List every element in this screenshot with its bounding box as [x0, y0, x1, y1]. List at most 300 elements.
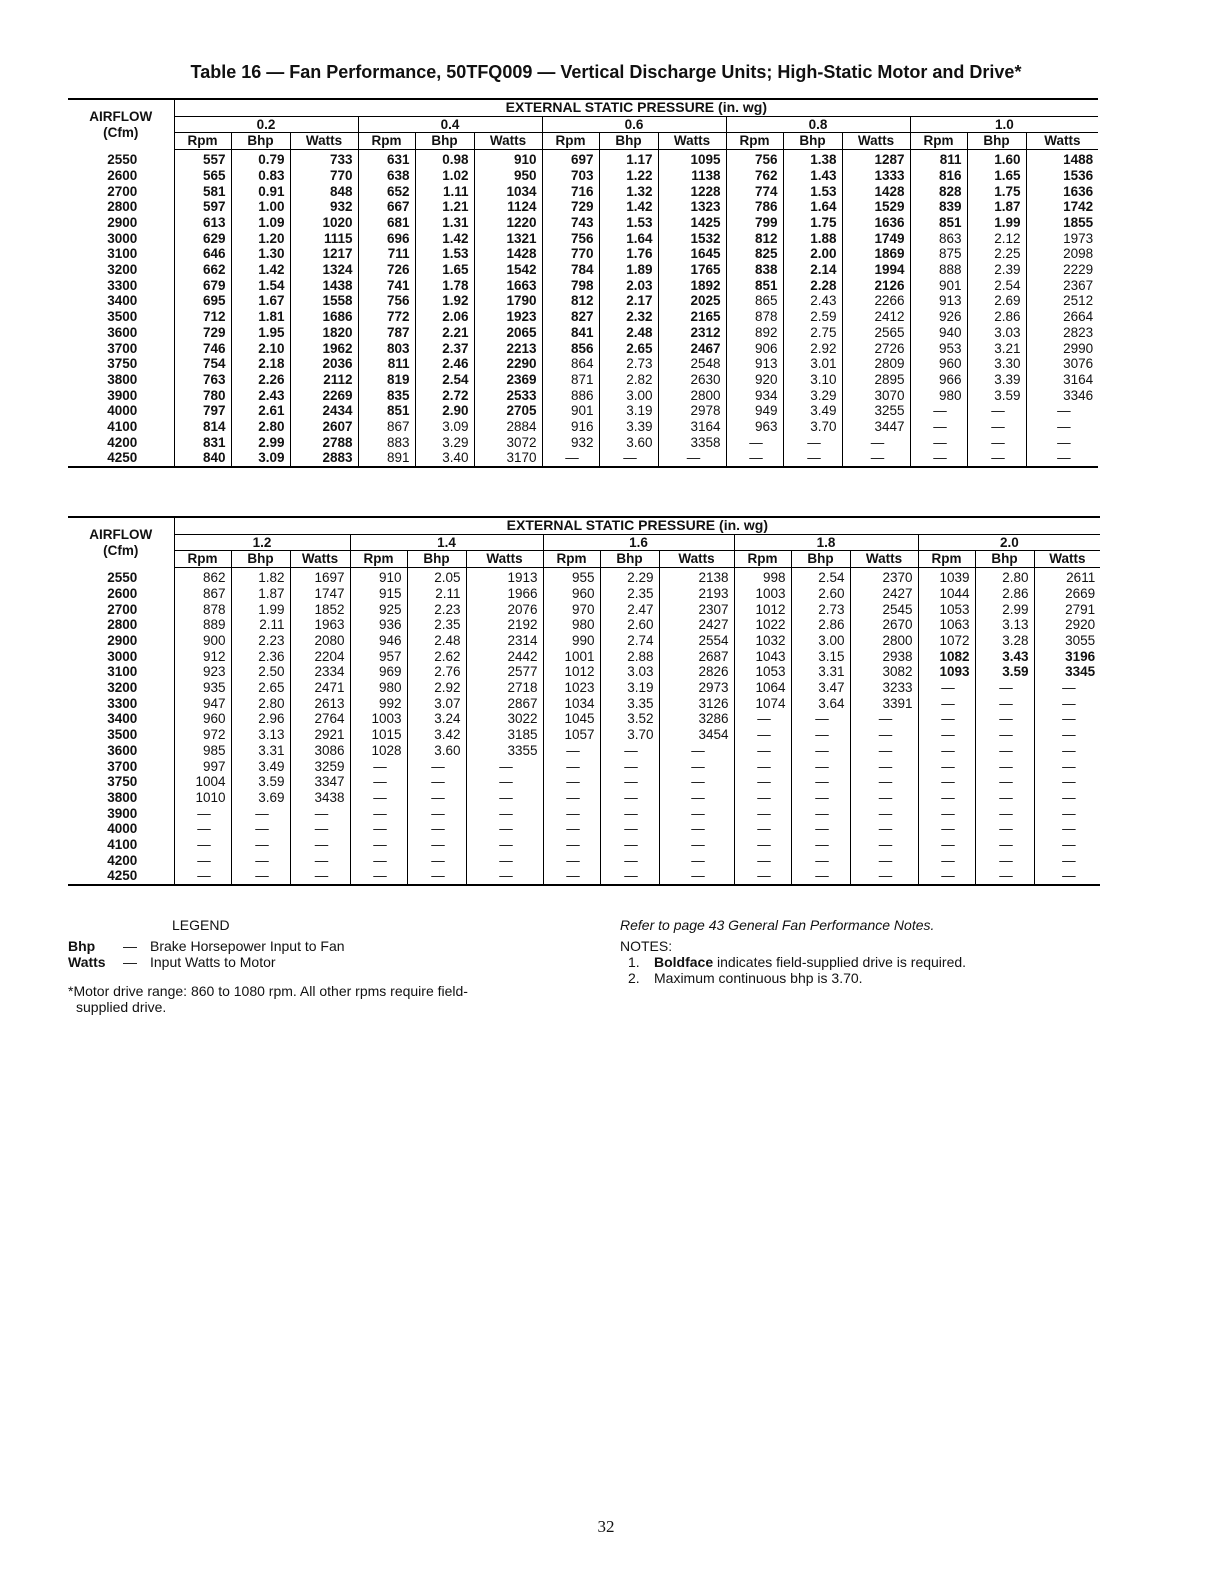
data-cell: 3.07 [407, 696, 466, 712]
data-cell: 2036 [290, 356, 358, 372]
empty-cell: — [791, 806, 850, 822]
data-cell: 1.43 [783, 168, 842, 184]
empty-cell: — [850, 853, 918, 869]
empty-cell: — [850, 821, 918, 837]
airflow-cell: 3000 [107, 648, 138, 664]
pressure-value: 0.6 [542, 116, 726, 133]
data-cell: 1425 [658, 215, 726, 231]
empty-cell: — [542, 450, 599, 467]
data-cell: 1003 [734, 586, 791, 602]
empty-cell: — [791, 837, 850, 853]
empty-cell: — [791, 821, 850, 837]
data-cell: 3.59 [967, 388, 1026, 404]
column-label: Bhp [600, 551, 659, 568]
airflow-cell: 3800 [107, 789, 138, 805]
airflow-cell: 3750 [107, 356, 138, 372]
data-cell: 2788 [290, 435, 358, 451]
airflow-cell: 2600 [107, 585, 138, 601]
empty-cell: — [466, 806, 543, 822]
data-cell: 2.28 [783, 278, 842, 294]
data-cell: 3082 [850, 664, 918, 680]
data-cell: 557 [174, 150, 231, 168]
table-row [68, 293, 1098, 309]
data-cell: 2.60 [600, 617, 659, 633]
data-cell: 2.03 [599, 278, 658, 294]
data-cell: 3.28 [975, 633, 1034, 649]
table-row [68, 837, 1100, 853]
data-cell: 966 [910, 372, 967, 388]
data-cell: 1.65 [415, 262, 474, 278]
table-row [68, 868, 1100, 885]
data-cell: 1892 [658, 278, 726, 294]
table-row [68, 435, 1098, 451]
data-cell: 1558 [290, 293, 358, 309]
data-cell: 3454 [659, 727, 734, 743]
table-row [68, 617, 1100, 633]
empty-cell: — [407, 790, 466, 806]
data-cell: 900 [174, 633, 231, 649]
data-cell: 3.52 [600, 711, 659, 727]
data-cell: 1.89 [599, 262, 658, 278]
empty-cell: — [910, 419, 967, 435]
data-cell: 2434 [290, 403, 358, 419]
data-cell: 1217 [290, 246, 358, 262]
empty-cell: — [734, 790, 791, 806]
data-cell: 1.60 [967, 150, 1026, 168]
data-cell: 963 [726, 419, 783, 435]
airflow-cell: 3300 [107, 277, 138, 293]
column-label-row [68, 551, 1100, 568]
data-cell: 3.31 [231, 743, 290, 759]
empty-cell: — [350, 806, 407, 822]
data-cell: 812 [542, 293, 599, 309]
data-cell: 1023 [543, 680, 600, 696]
empty-cell: — [350, 774, 407, 790]
data-cell: 2.10 [231, 341, 290, 357]
column-label-row [68, 133, 1098, 150]
airflow-cell: 4000 [107, 403, 138, 419]
data-cell: 1115 [290, 231, 358, 247]
empty-cell: — [910, 435, 967, 451]
empty-cell: — [290, 837, 350, 853]
data-cell: 3055 [1034, 633, 1100, 649]
airflow-cell: 2700 [107, 183, 138, 199]
data-cell: 756 [726, 150, 783, 168]
data-cell: 916 [542, 419, 599, 435]
empty-cell: — [967, 419, 1026, 435]
data-cell: 886 [542, 388, 599, 404]
data-cell: 652 [358, 184, 415, 200]
footnote-line: *Motor drive range: 860 to 1080 rpm. All other rpms require field- [68, 983, 468, 999]
notes-list [628, 954, 966, 986]
data-cell: 2370 [850, 568, 918, 586]
empty-cell: — [791, 774, 850, 790]
data-cell: 2.17 [599, 293, 658, 309]
data-cell: 662 [174, 262, 231, 278]
data-cell: 667 [358, 199, 415, 215]
table-row [68, 821, 1100, 837]
data-cell: 756 [542, 231, 599, 247]
pressure-value: 1.0 [910, 116, 1098, 133]
empty-cell: — [734, 774, 791, 790]
data-cell: 3.47 [791, 680, 850, 696]
empty-cell: — [543, 774, 600, 790]
table-row [68, 450, 1098, 467]
table-row [68, 341, 1098, 357]
airflow-cell: 3750 [107, 774, 138, 790]
column-label: Watts [474, 133, 542, 150]
empty-cell: — [659, 743, 734, 759]
pressure-value: 0.2 [174, 116, 358, 133]
empty-cell: — [734, 711, 791, 727]
airflow-label: AIRFLOW [89, 109, 153, 125]
data-cell: 2.11 [231, 617, 290, 633]
table-row [68, 184, 1098, 200]
data-cell: 2791 [1034, 602, 1100, 618]
empty-cell: — [1034, 727, 1100, 743]
data-cell: 840 [174, 450, 231, 467]
empty-cell: — [350, 821, 407, 837]
table-row [68, 325, 1098, 341]
data-cell: 863 [910, 231, 967, 247]
table-row [68, 806, 1100, 822]
empty-cell: — [350, 790, 407, 806]
data-cell: 851 [726, 278, 783, 294]
data-cell: 697 [542, 150, 599, 168]
airflow-unit: (Cfm) [103, 124, 139, 140]
data-cell: 3.00 [791, 633, 850, 649]
empty-cell: — [407, 759, 466, 775]
pressure-row [68, 116, 1098, 133]
data-cell: 825 [726, 246, 783, 262]
table-row [68, 759, 1100, 775]
data-cell: 2367 [1026, 278, 1098, 294]
empty-cell: — [918, 774, 975, 790]
data-cell: 2.36 [231, 649, 290, 665]
data-cell: 1138 [658, 168, 726, 184]
pressure-row [68, 534, 1100, 551]
data-cell: 2193 [659, 586, 734, 602]
empty-cell: — [791, 743, 850, 759]
table-row [68, 262, 1098, 278]
data-cell: 0.91 [231, 184, 290, 200]
table-row [68, 743, 1100, 759]
data-cell: 1034 [543, 696, 600, 712]
data-cell: 955 [543, 568, 600, 586]
motor-drive-footnote [68, 983, 548, 1015]
data-cell: 3438 [290, 790, 350, 806]
data-cell: 3233 [850, 680, 918, 696]
table-row [68, 727, 1100, 743]
data-cell: 2826 [659, 664, 734, 680]
table-row [68, 680, 1100, 696]
empty-cell: — [1034, 680, 1100, 696]
header-row [68, 517, 1100, 534]
empty-cell: — [543, 868, 600, 885]
empty-cell: — [975, 774, 1034, 790]
empty-cell: — [734, 727, 791, 743]
data-cell: 3.39 [967, 372, 1026, 388]
data-cell: 3126 [659, 696, 734, 712]
empty-cell: — [466, 790, 543, 806]
airflow-cell: 4000 [107, 821, 138, 837]
empty-cell: — [1034, 711, 1100, 727]
data-cell: 1790 [474, 293, 542, 309]
empty-cell: — [975, 853, 1034, 869]
empty-cell: — [850, 774, 918, 790]
data-cell: 2512 [1026, 293, 1098, 309]
data-cell: 934 [726, 388, 783, 404]
empty-cell: — [734, 853, 791, 869]
data-cell: 2687 [659, 649, 734, 665]
empty-cell: — [407, 868, 466, 885]
legend-item-bhp [68, 938, 345, 954]
legend-abbr: Watts [68, 954, 106, 970]
data-cell: 2607 [290, 419, 358, 435]
data-cell: 814 [174, 419, 231, 435]
empty-cell: — [791, 853, 850, 869]
data-cell: 695 [174, 293, 231, 309]
empty-cell: — [658, 450, 726, 467]
data-cell: 851 [358, 403, 415, 419]
data-cell: 2973 [659, 680, 734, 696]
empty-cell: — [600, 743, 659, 759]
data-cell: 756 [358, 293, 415, 309]
empty-cell: — [600, 790, 659, 806]
empty-cell: — [918, 696, 975, 712]
data-cell: 949 [726, 403, 783, 419]
data-cell: 1686 [290, 309, 358, 325]
data-cell: 581 [174, 184, 231, 200]
data-cell: 729 [542, 199, 599, 215]
data-cell: 2565 [842, 325, 910, 341]
column-label: Watts [290, 551, 350, 568]
table-row [68, 231, 1098, 247]
airflow-cell: 3300 [107, 695, 138, 711]
table-row [68, 790, 1100, 806]
empty-cell: — [734, 806, 791, 822]
data-cell: 875 [910, 246, 967, 262]
table-row [68, 649, 1100, 665]
empty-cell: — [734, 759, 791, 775]
data-cell: 1012 [734, 602, 791, 618]
data-cell: 889 [174, 617, 231, 633]
data-cell: 1742 [1026, 199, 1098, 215]
data-cell: 2.37 [415, 341, 474, 357]
data-cell: 729 [174, 325, 231, 341]
data-cell: 856 [542, 341, 599, 357]
table-row [68, 711, 1100, 727]
column-label: Bhp [415, 133, 474, 150]
header-row [68, 99, 1098, 116]
table-row [68, 246, 1098, 262]
data-cell: 3086 [290, 743, 350, 759]
empty-cell: — [407, 837, 466, 853]
data-cell: 2.12 [967, 231, 1026, 247]
data-cell: 1287 [842, 150, 910, 168]
data-cell: 2369 [474, 372, 542, 388]
data-cell: 1765 [658, 262, 726, 278]
data-cell: 2.80 [231, 419, 290, 435]
data-cell: 0.98 [415, 150, 474, 168]
data-cell: 2266 [842, 293, 910, 309]
data-cell: 712 [174, 309, 231, 325]
empty-cell: — [543, 806, 600, 822]
empty-cell: — [975, 680, 1034, 696]
table-row [68, 853, 1100, 869]
data-cell: 1.32 [599, 184, 658, 200]
empty-cell: — [975, 821, 1034, 837]
data-cell: 2613 [290, 696, 350, 712]
data-cell: 1994 [842, 262, 910, 278]
empty-cell: — [918, 680, 975, 696]
data-cell: 1966 [466, 586, 543, 602]
column-label: Watts [1034, 551, 1100, 568]
data-cell: 762 [726, 168, 783, 184]
empty-cell: — [407, 774, 466, 790]
column-label: Watts [290, 133, 358, 150]
data-cell: 3.35 [600, 696, 659, 712]
empty-cell: — [231, 853, 290, 869]
empty-cell: — [1034, 696, 1100, 712]
data-cell: 2.90 [415, 403, 474, 419]
empty-cell: — [918, 727, 975, 743]
data-cell: 960 [910, 356, 967, 372]
data-cell: 923 [174, 664, 231, 680]
data-cell: 828 [910, 184, 967, 200]
data-cell: 1072 [918, 633, 975, 649]
data-cell: 2065 [474, 325, 542, 341]
data-cell: 1.00 [231, 199, 290, 215]
fan-performance-table-low-pressure [68, 98, 1098, 468]
data-cell: 2471 [290, 680, 350, 696]
data-cell: 980 [910, 388, 967, 404]
data-cell: 2126 [842, 278, 910, 294]
data-cell: 3355 [466, 743, 543, 759]
legend-item-watts [68, 954, 345, 970]
data-cell: 891 [358, 450, 415, 467]
empty-cell: — [659, 853, 734, 869]
data-cell: 1.82 [231, 568, 290, 586]
data-cell: 2.86 [967, 309, 1026, 325]
data-cell: 787 [358, 325, 415, 341]
empty-cell: — [1034, 774, 1100, 790]
data-cell: 3.64 [791, 696, 850, 712]
data-cell: 772 [358, 309, 415, 325]
data-cell: 3.29 [415, 435, 474, 451]
empty-cell: — [600, 774, 659, 790]
data-cell: 2.18 [231, 356, 290, 372]
data-cell: 726 [358, 262, 415, 278]
data-cell: 2269 [290, 388, 358, 404]
data-cell: 1636 [842, 215, 910, 231]
data-cell: 947 [174, 696, 231, 712]
airflow-cell: 3700 [107, 340, 138, 356]
data-cell: 2809 [842, 356, 910, 372]
airflow-cell: 2800 [107, 617, 138, 633]
data-cell: 1.38 [783, 150, 842, 168]
empty-cell: — [918, 711, 975, 727]
empty-cell: — [734, 837, 791, 853]
table-row [68, 586, 1100, 602]
empty-cell: — [791, 759, 850, 775]
data-cell: 2.61 [231, 403, 290, 419]
data-cell: 3.40 [415, 450, 474, 467]
data-cell: 1043 [734, 649, 791, 665]
data-cell: 2978 [658, 403, 726, 419]
data-cell: 2669 [1034, 586, 1100, 602]
data-cell: 2213 [474, 341, 542, 357]
data-cell: 3.13 [231, 727, 290, 743]
empty-cell: — [174, 853, 231, 869]
data-cell: 2884 [474, 419, 542, 435]
empty-cell: — [734, 868, 791, 885]
data-cell: 1045 [543, 711, 600, 727]
data-cell: 2.23 [231, 633, 290, 649]
data-cell: 3.24 [407, 711, 466, 727]
data-cell: 2.76 [407, 664, 466, 680]
data-cell: 867 [174, 586, 231, 602]
data-cell: 2800 [850, 633, 918, 649]
column-label: Rpm [350, 551, 407, 568]
data-cell: 741 [358, 278, 415, 294]
data-cell: 932 [290, 199, 358, 215]
column-label: Bhp [975, 551, 1034, 568]
data-cell: 1003 [350, 711, 407, 727]
data-cell: 990 [543, 633, 600, 649]
data-cell: 2670 [850, 617, 918, 633]
data-cell: 2800 [658, 388, 726, 404]
data-cell: 1074 [734, 696, 791, 712]
table-row [68, 774, 1100, 790]
data-cell: 3259 [290, 759, 350, 775]
data-cell: 960 [543, 586, 600, 602]
empty-cell: — [600, 806, 659, 822]
data-cell: 3.10 [783, 372, 842, 388]
data-cell: 2307 [659, 602, 734, 618]
data-cell: 992 [350, 696, 407, 712]
data-cell: 3.70 [600, 727, 659, 743]
data-cell: 746 [174, 341, 231, 357]
data-cell: 3345 [1034, 664, 1100, 680]
data-cell: 711 [358, 246, 415, 262]
data-cell: 2.06 [415, 309, 474, 325]
data-cell: 2229 [1026, 262, 1098, 278]
data-cell: 3.19 [599, 403, 658, 419]
data-cell: 871 [542, 372, 599, 388]
empty-cell: — [1034, 837, 1100, 853]
empty-cell: — [734, 821, 791, 837]
data-cell: 913 [726, 356, 783, 372]
data-cell: 1324 [290, 262, 358, 278]
data-cell: 2.43 [783, 293, 842, 309]
data-cell: 932 [542, 435, 599, 451]
data-cell: 2.54 [791, 568, 850, 586]
data-cell: 892 [726, 325, 783, 341]
empty-cell: — [850, 806, 918, 822]
data-cell: 910 [474, 150, 542, 168]
data-cell: 1973 [1026, 231, 1098, 247]
data-cell: 906 [726, 341, 783, 357]
data-cell: 770 [290, 168, 358, 184]
column-label: Watts [842, 133, 910, 150]
data-cell: 2.05 [407, 568, 466, 586]
airflow-cell: 4250 [107, 868, 138, 884]
airflow-cell: 3900 [107, 387, 138, 403]
pressure-value: 0.4 [358, 116, 542, 133]
data-cell: 1428 [842, 184, 910, 200]
data-cell: 613 [174, 215, 231, 231]
